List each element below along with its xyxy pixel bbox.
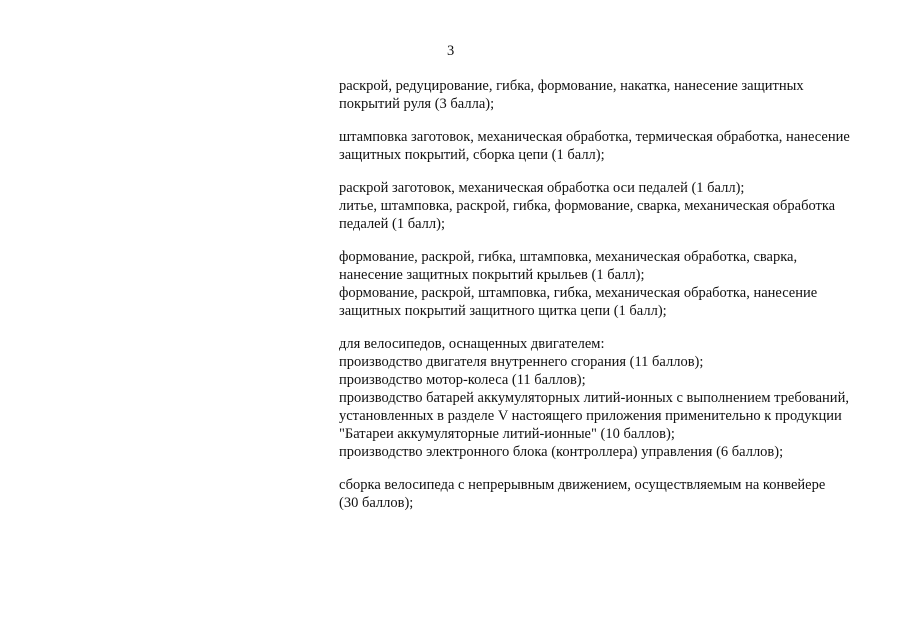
paragraph [339, 335, 884, 461]
text-line: покрытий руля (3 балла); [339, 96, 495, 112]
text-line: нанесение защитных покрытий крыльев (1 балл); [339, 267, 645, 283]
text-line: штамповка заготовок, механическая обработка, термическая обработка, нанесение [339, 129, 850, 145]
paragraph [339, 128, 884, 164]
text-line: защитных покрытий защитного щитка цепи (1 балл); [339, 303, 667, 319]
text-line: сборка велосипеда с непрерывным движением, осуществляемым на конвейере [339, 477, 826, 493]
text-line: литье, штамповка, раскрой, гибка, формование, сварка, механическая обработка [339, 198, 836, 214]
text-line: установленных в разделе V настоящего приложения применительно к продукции [339, 408, 842, 424]
paragraph [339, 77, 884, 113]
page-number: 3 [447, 43, 455, 59]
text-line: (30 баллов); [339, 495, 414, 511]
text-line: защитных покрытий, сборка цепи (1 балл); [339, 147, 605, 163]
text-line: производство электронного блока (контроллера) управления (6 баллов); [339, 444, 784, 460]
text-line: формование, раскрой, штамповка, гибка, механическая обработка, нанесение [339, 285, 818, 301]
document-body [339, 77, 884, 527]
text-line: производство батарей аккумуляторных литий-ионных с выполнением требований, [339, 390, 849, 406]
paragraph [339, 179, 884, 233]
text-line: производство мотор-колеса (11 баллов); [339, 372, 586, 388]
text-line: педалей (1 балл); [339, 216, 445, 232]
text-line: производство двигателя внутреннего сгорания (11 баллов); [339, 354, 704, 370]
paragraph [339, 476, 884, 512]
text-line: раскрой заготовок, механическая обработка оси педалей (1 балл); [339, 180, 745, 196]
text-line: для велосипедов, оснащенных двигателем: [339, 336, 605, 352]
paragraph [339, 248, 884, 320]
text-line: формование, раскрой, гибка, штамповка, механическая обработка, сварка, [339, 249, 798, 265]
text-line: "Батареи аккумуляторные литий-ионные" (10 баллов); [339, 426, 675, 442]
text-line: раскрой, редуцирование, гибка, формование, накатка, нанесение защитных [339, 78, 804, 94]
